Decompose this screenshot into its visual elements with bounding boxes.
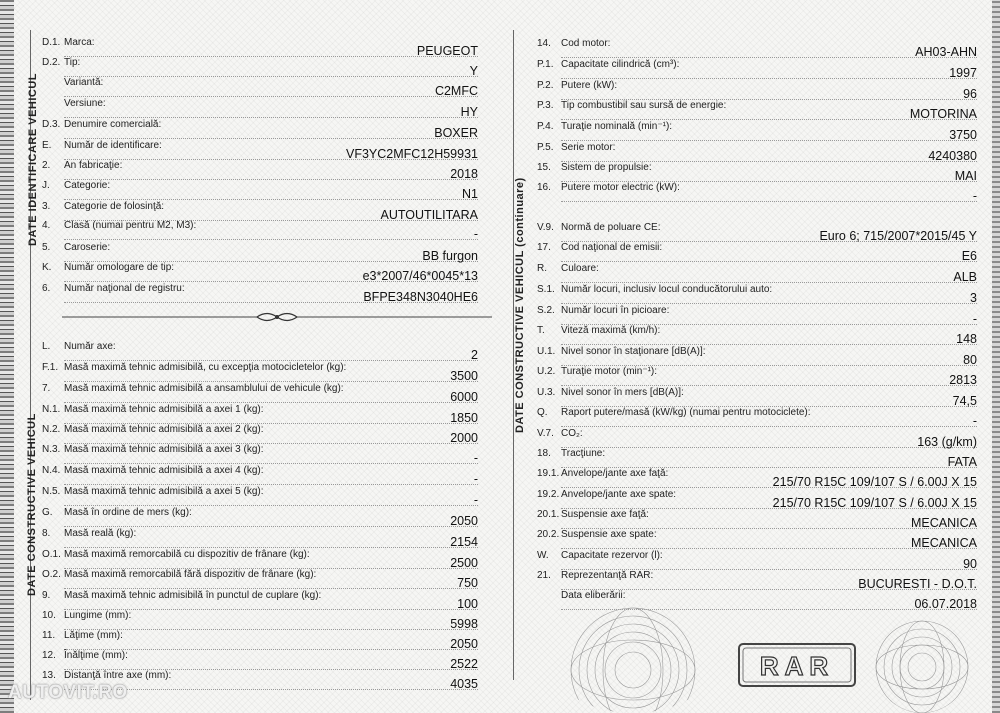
left-border-pattern [0, 0, 14, 713]
field-row [42, 220, 478, 241]
field-code: P.4. [537, 121, 554, 132]
section-label-construction-left: DATE CONSTRUCTIVE VEHICUL [26, 413, 38, 596]
field-code: 3. [42, 201, 51, 212]
field-row [537, 80, 977, 101]
field-label: Clasă (numai pentru M2, M3): [64, 220, 197, 231]
field-row [537, 284, 977, 305]
field-code: 14. [537, 38, 551, 49]
field-label: Masă maximă tehnic admisibilă a ansamblului de vehicule (kg): [64, 383, 344, 394]
field-code: 16. [537, 182, 551, 193]
field-code: 2. [42, 160, 51, 171]
field-value: - [473, 472, 478, 486]
field-label: Viteză maximă (km/h): [561, 325, 661, 336]
field-row [42, 262, 478, 283]
field-label: Masă maximă tehnic admisibilă a axei 3 (kg): [64, 444, 264, 455]
field-value: 2050 [450, 637, 478, 651]
field-label: Cod motor: [561, 38, 611, 49]
field-value: 90 [963, 557, 977, 571]
field-value: FATA [947, 455, 977, 469]
field-code: W. [537, 550, 549, 561]
field-value: 2154 [450, 535, 478, 549]
field-code: U.1. [537, 346, 556, 357]
dotted-line [64, 547, 478, 548]
field-label: Masă maximă remorcabilă cu dispozitiv de frânare (kg): [64, 549, 310, 560]
field-row [42, 650, 478, 671]
field-value: 3500 [450, 369, 478, 383]
field-row [42, 180, 478, 201]
field-value: - [473, 451, 478, 465]
field-row [537, 387, 977, 408]
field-code: L. [42, 341, 51, 352]
field-value: 74,5 [952, 394, 977, 408]
field-code: 8. [42, 528, 51, 539]
field-row [42, 57, 478, 78]
field-row [42, 383, 478, 404]
field-label: Masă maximă tehnic admisibilă a axei 5 (kg): [64, 486, 264, 497]
field-label: Anvelope/jante axe faţă: [561, 468, 669, 479]
field-label: Categorie: [64, 180, 111, 191]
field-value: AUTOUTILITARA [380, 208, 478, 222]
field-code: E. [42, 140, 52, 151]
field-code: 12. [42, 650, 56, 661]
field-row [42, 98, 478, 119]
field-code: O.1. [42, 549, 61, 560]
field-row [537, 182, 977, 203]
field-code: O.2. [42, 569, 61, 580]
field-row [42, 242, 478, 263]
field-row [537, 489, 977, 510]
field-code: P.2. [537, 80, 554, 91]
field-label: Lăţime (mm): [64, 630, 123, 641]
field-row [42, 507, 478, 528]
field-value: 4035 [450, 677, 478, 691]
field-label: Număr omologare de tip: [64, 262, 175, 273]
field-code: R. [537, 263, 547, 274]
field-value: - [972, 414, 977, 428]
field-label: Suspensie axe faţă: [561, 509, 649, 520]
field-code: 17. [537, 242, 551, 253]
field-value: 100 [457, 597, 478, 611]
field-value: HY [460, 105, 478, 119]
field-label: Număr axe: [64, 341, 116, 352]
field-code: 4. [42, 220, 51, 231]
field-value: 96 [963, 87, 977, 101]
field-value: 1850 [450, 411, 478, 425]
field-label: Tip: [64, 57, 81, 68]
field-code: N.5. [42, 486, 61, 497]
dotted-line [64, 96, 478, 97]
field-row [42, 77, 478, 98]
field-label: Masă în ordine de mers (kg): [64, 507, 192, 518]
field-value: - [473, 493, 478, 507]
field-label: Masă maximă tehnic admisibilă a axei 2 (kg): [64, 424, 264, 435]
dotted-line [64, 117, 478, 118]
field-row [42, 37, 478, 58]
field-code: D.2. [42, 57, 61, 68]
field-row [537, 38, 977, 59]
field-label: Raport putere/masă (kW/kg) (numai pentru motociclete): [561, 407, 811, 418]
field-code: G. [42, 507, 53, 518]
field-label: Culoare: [561, 263, 599, 274]
field-code: D.3. [42, 119, 61, 130]
field-label: Nivel sonor în staţionare [dB(A)]: [561, 346, 706, 357]
field-row [537, 448, 977, 469]
dotted-line [561, 261, 977, 262]
field-value: 148 [956, 332, 977, 346]
field-label: Suspensie axe spate: [561, 529, 657, 540]
dotted-line [64, 360, 478, 361]
field-row [537, 162, 977, 183]
field-row [537, 263, 977, 284]
field-value: 215/70 R15C 109/107 S / 6.00J X 15 [772, 475, 977, 489]
field-code: J. [42, 180, 50, 191]
field-value: AH03-AHN [915, 45, 977, 59]
field-row [42, 630, 478, 651]
field-code: 5. [42, 242, 51, 253]
field-label: Normă de poluare CE: [561, 222, 661, 233]
field-row [42, 444, 478, 465]
field-label: Masă maximă tehnic admisibilă a axei 1 (kg): [64, 404, 264, 415]
field-label: Data eliberării: [561, 590, 626, 601]
field-row [537, 346, 977, 367]
dotted-line [561, 140, 977, 141]
field-label: Caroserie: [64, 242, 111, 253]
field-row [42, 424, 478, 445]
field-value: VF3YC2MFC12H59931 [345, 147, 478, 161]
field-value: BFPE348N3040HE6 [363, 290, 478, 304]
field-row [42, 610, 478, 631]
field-row [537, 407, 977, 428]
field-code: N.2. [42, 424, 61, 435]
field-label: Serie motor: [561, 142, 616, 153]
field-code: V.7. [537, 428, 554, 439]
field-code: T. [537, 325, 545, 336]
dotted-line [64, 588, 478, 589]
field-code: P.3. [537, 100, 554, 111]
field-row [42, 590, 478, 611]
field-value: 2 [471, 348, 478, 362]
field-label: Variantă: [64, 77, 104, 88]
dotted-line [561, 385, 977, 386]
field-value: 3 [970, 291, 977, 305]
field-label: Sistem de propulsie: [561, 162, 652, 173]
dotted-line [64, 484, 478, 485]
field-label: Anvelope/jante axe spate: [561, 489, 677, 500]
dotted-line [561, 201, 977, 202]
field-code: 9. [42, 590, 51, 601]
field-value: 1997 [949, 66, 977, 80]
field-value: 80 [963, 353, 977, 367]
field-code: 13. [42, 670, 56, 681]
field-code: 19.1. [537, 468, 560, 479]
field-label: Cod naţional de emisii: [561, 242, 663, 253]
rar-logo [738, 643, 856, 687]
field-label: Marca: [64, 37, 95, 48]
field-value: BOXER [434, 126, 478, 140]
field-row [42, 569, 478, 590]
field-value: Y [469, 64, 478, 78]
field-row [537, 529, 977, 550]
field-row [537, 305, 977, 326]
field-row [537, 242, 977, 263]
dotted-line [561, 78, 977, 79]
field-value: 750 [457, 576, 478, 590]
field-value: BUCURESTI - D.O.T. [858, 577, 977, 591]
field-label: Masă maximă tehnic admisibilă a axei 4 (kg): [64, 465, 264, 476]
section-label-construction-right: DATE CONSTRUCTIVE VEHICUL (continuare) [514, 177, 526, 433]
field-value: MOTORINA [909, 107, 977, 121]
dotted-line [64, 199, 478, 200]
field-code: V.9. [537, 222, 554, 233]
field-row [537, 121, 977, 142]
field-label: Turaţie nominală (min⁻¹): [561, 121, 673, 132]
dotted-line [64, 505, 478, 506]
field-code: 6. [42, 283, 51, 294]
field-row [42, 549, 478, 570]
field-value: 6000 [450, 390, 478, 404]
field-value: - [972, 189, 977, 203]
field-value: - [473, 227, 478, 241]
field-label: Număr de identificare: [64, 140, 162, 151]
dotted-line [64, 381, 478, 382]
field-value: 2050 [450, 514, 478, 528]
field-label: Tip combustibil sau sursă de energie: [561, 100, 727, 111]
field-code: 18. [537, 448, 551, 459]
field-label: Masă reală (kg): [64, 528, 137, 539]
field-label: Număr locuri în picioare: [561, 305, 670, 316]
field-value: 5998 [450, 617, 478, 631]
field-code: U.3. [537, 387, 556, 398]
field-value: 4240380 [928, 149, 977, 163]
dotted-line [64, 526, 478, 527]
field-row [42, 341, 478, 362]
dotted-line [561, 426, 977, 427]
field-row [42, 140, 478, 161]
field-label: Număr locuri, inclusiv locul conducătorului auto: [561, 284, 773, 295]
field-code: Q. [537, 407, 548, 418]
field-code: P.1. [537, 59, 554, 70]
field-label: Putere (kW): [561, 80, 618, 91]
field-label: Putere motor electric (kW): [561, 182, 680, 193]
field-row [42, 486, 478, 507]
field-row [537, 59, 977, 80]
field-code: 20.1. [537, 509, 560, 520]
field-value: N1 [462, 187, 478, 201]
section-label-identification: DATE IDENTIFICARE VEHICUL [27, 72, 39, 246]
field-label: Număr naţional de registru: [64, 283, 185, 294]
field-value: 2000 [450, 431, 478, 445]
field-code: N.1. [42, 404, 61, 415]
field-row [537, 366, 977, 387]
field-code: P.5. [537, 142, 554, 153]
field-code: 20.2. [537, 529, 560, 540]
field-value: E6 [961, 249, 977, 263]
field-code: 19.2. [537, 489, 560, 500]
field-code: D.1. [42, 37, 61, 48]
field-value: MECANICA [911, 516, 977, 530]
field-value: BB furgon [422, 249, 478, 263]
field-row [537, 468, 977, 489]
field-code: 7. [42, 383, 51, 394]
field-row [42, 404, 478, 425]
field-code: K. [42, 262, 52, 273]
field-row [42, 283, 478, 304]
field-label: Capacitate rezervor (l): [561, 550, 663, 561]
field-label: Înălţime (mm): [64, 650, 128, 661]
field-label: Masă maximă remorcabilă fără dispozitiv de frânare (kg): [64, 569, 317, 580]
field-label: CO₂: [561, 428, 583, 439]
field-label: Turaţie motor (min⁻¹): [561, 366, 658, 377]
dotted-line [64, 463, 478, 464]
field-row [537, 222, 977, 243]
field-label: An fabricaţie: [64, 160, 123, 171]
field-value: ALB [953, 270, 977, 284]
rar-logo-text: RAR [759, 651, 835, 681]
field-row [537, 428, 977, 449]
field-value: Euro 6; 715/2007*2015/45 Y [819, 229, 977, 243]
field-row [537, 570, 977, 591]
ornament-divider [62, 310, 492, 324]
field-value: C2MFC [434, 84, 478, 98]
field-code: 15. [537, 162, 551, 173]
field-value: e3*2007/46*0045*13 [362, 269, 478, 283]
field-row [537, 509, 977, 530]
field-value: MAI [954, 169, 977, 183]
dotted-line [561, 282, 977, 283]
field-value: 2500 [450, 556, 478, 570]
field-row [537, 142, 977, 163]
field-code: U.2. [537, 366, 556, 377]
field-label: Masă maximă tehnic admisibilă în punctul de cuplare (kg): [64, 590, 322, 601]
field-code: N.4. [42, 465, 61, 476]
field-value: 2522 [450, 657, 478, 671]
security-seal-right [872, 605, 972, 713]
field-label: Masă maximă tehnic admisibilă, cu excepţia motocicletelor (kg): [64, 362, 347, 373]
dotted-line [561, 303, 977, 304]
field-row [537, 100, 977, 121]
field-label: Capacitate cilindrică (cm³): [561, 59, 680, 70]
security-seal-left [548, 600, 718, 713]
dotted-line [64, 138, 478, 139]
dotted-line [561, 344, 977, 345]
dotted-line [64, 239, 478, 240]
field-value: 3750 [949, 128, 977, 142]
field-code: 10. [42, 610, 56, 621]
field-row [42, 160, 478, 181]
field-code: 21. [537, 570, 551, 581]
field-code: S.2. [537, 305, 555, 316]
field-value: PEUGEOT [416, 44, 478, 58]
field-label: Nivel sonor în mers [dB(A)]: [561, 387, 684, 398]
watermark: AUTOVIT.RO [8, 682, 128, 703]
field-label: Tracţiune: [561, 448, 606, 459]
field-row [537, 325, 977, 346]
right-border-pattern [992, 0, 1000, 713]
field-label: Reprezentanţă RAR: [561, 570, 654, 581]
field-row [42, 119, 478, 140]
field-row [42, 362, 478, 383]
field-code: S.1. [537, 284, 555, 295]
field-label: Lungime (mm): [64, 610, 132, 621]
field-value: 2813 [949, 373, 977, 387]
field-row [42, 465, 478, 486]
field-label: Categorie de folosinţă: [64, 201, 165, 212]
field-value: 06.07.2018 [914, 597, 977, 611]
field-value: MECANICA [911, 536, 977, 550]
field-row [537, 550, 977, 571]
field-label: Versiune: [64, 98, 106, 109]
field-code: F.1. [42, 362, 59, 373]
field-row [42, 201, 478, 222]
field-label: Distanţă între axe (mm): [64, 670, 172, 681]
field-value: - [972, 312, 977, 326]
field-row [42, 528, 478, 549]
field-value: 163 (g/km) [917, 435, 977, 449]
field-value: 2018 [450, 167, 478, 181]
field-label: Denumire comercială: [64, 119, 162, 130]
field-code: 11. [42, 630, 56, 641]
dotted-line [64, 402, 478, 403]
field-code: N.3. [42, 444, 61, 455]
field-value: 215/70 R15C 109/107 S / 6.00J X 15 [772, 496, 977, 510]
